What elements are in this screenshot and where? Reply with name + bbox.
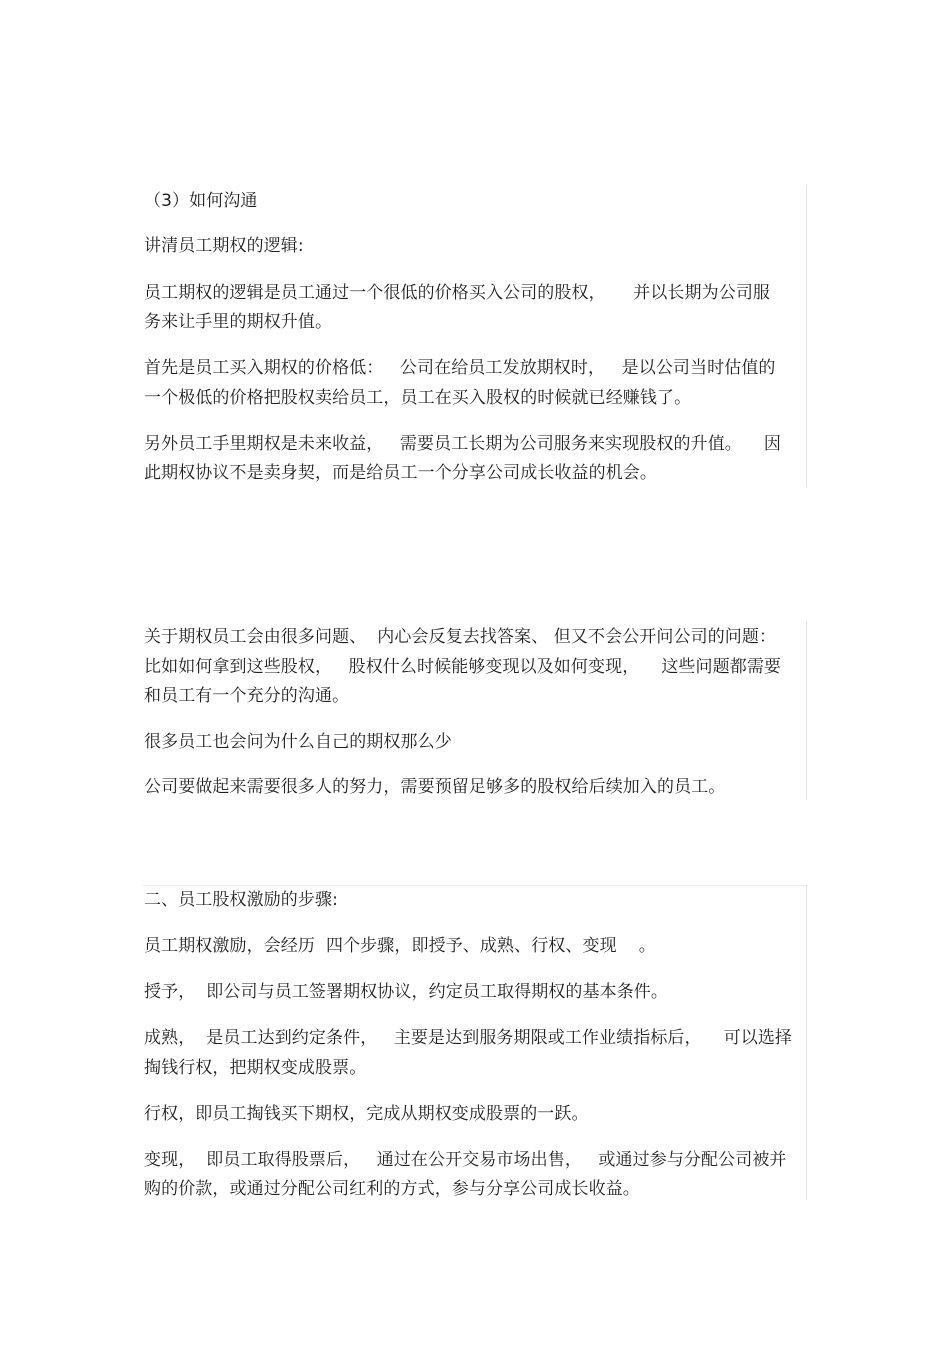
paragraph: 很多员工也会问为什么自己的期权那么少 — [144, 732, 452, 752]
paragraph-line: 掏钱行权，把期权变成股票。 — [144, 1058, 367, 1078]
paragraph: 讲清员工期权的逻辑: — [144, 236, 304, 256]
paragraph-line: 首先是员工买入期权的价格低： 公司在给员工发放期权时， 是以公司当时估值的 — [144, 358, 776, 378]
paragraph-line: 务来让手里的期权升值。 — [144, 312, 333, 332]
paragraph-line: 一个极低的价格把股权卖给员工，员工在买入股权的时候就已经赚钱了。 — [144, 388, 692, 408]
paragraph-line: 成熟， 是员工达到约定条件， 主要是达到服务期限或工作业绩指标后， 可以选择 — [144, 1028, 793, 1048]
block-border — [806, 622, 807, 800]
paragraph-line: 和员工有一个充分的沟通。 — [144, 686, 350, 706]
paragraph-line: 此期权协议不是卖身契，而是给员工一个分享公司成长收益的机会。 — [144, 463, 657, 483]
paragraph-line: 另外员工手里期权是未来收益， 需要员工长期为公司服务来实现股权的升值。 因 — [144, 434, 782, 454]
paragraph: 公司要做起来需要很多人的努力，需要预留足够多的股权给后续加入的员工。 — [144, 777, 726, 797]
section-heading: 二、员工股权激励的步骤: — [144, 890, 338, 910]
section-heading: （3）如何沟通 — [144, 191, 258, 211]
paragraph-line: 关于期权员工会由很多问题、 内心会反复去找答案、 但又不会公开问公司的问题： — [144, 627, 777, 647]
paragraph-line: 员工期权的逻辑是员工通过一个很低的价格买入公司的股权， 并以长期为公司服 — [144, 283, 771, 303]
paragraph-line: 比如如何拿到这些股权， 股权什么时候能够变现以及如何变现， 这些问题都需要 — [144, 657, 782, 677]
paragraph-line: 变现， 即员工取得股票后， 通过在公开交易市场出售， 或通过参与分配公司被并 — [144, 1150, 787, 1170]
block-border — [806, 885, 807, 1200]
section-communication — [143, 185, 807, 487]
paragraph: 授予， 即公司与员工签署期权协议，约定员工取得期权的基本条件。 — [144, 982, 669, 1002]
paragraph-line: 购的价款，或通过分配公司红利的方式，参与分享公司成长收益。 — [144, 1179, 640, 1199]
paragraph: 行权，即员工掏钱买下期权，完成从期权变成股票的一跃。 — [144, 1104, 589, 1124]
paragraph: 员工期权激励，会经历 四个步骤，即授予、成熟、行权、变现 。 — [144, 936, 656, 956]
section-employee-questions — [143, 622, 807, 800]
block-border — [806, 185, 807, 487]
section-incentive-steps — [143, 885, 807, 1200]
